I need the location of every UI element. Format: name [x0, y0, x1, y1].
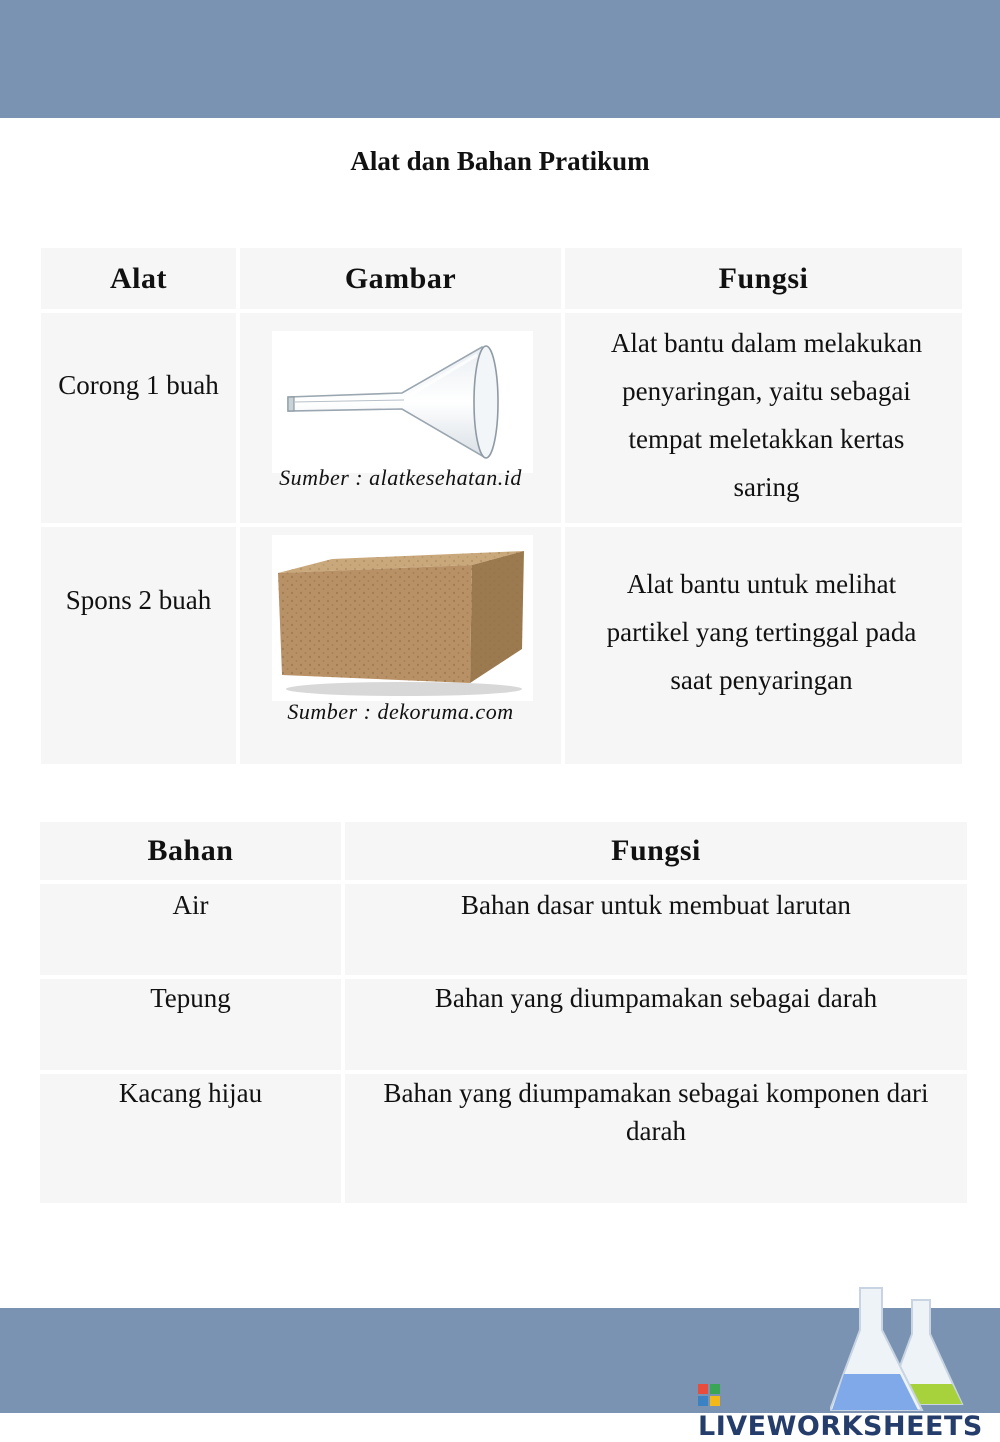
header-gambar: Gambar [240, 248, 561, 309]
table-row-tepung [40, 979, 341, 1070]
table-row-air [40, 884, 341, 975]
alat-name: Corong 1 buah [58, 370, 219, 400]
sponge-icon [272, 535, 533, 701]
bahan-name: Kacang hijau [118, 1078, 263, 1108]
image-source-caption: Sumber : dekoruma.com [287, 699, 514, 724]
header-bahan: Bahan [40, 822, 341, 880]
gambar-cell-spons [240, 527, 561, 764]
bahan-name: Air [172, 890, 209, 920]
fungsi-line: penyaringan, yaitu sebagai [622, 376, 911, 406]
fungsi-line: tempat meletakkan kertas [628, 424, 905, 454]
fungsi-line: Bahan yang diumpamakan sebagai komponen dari [383, 1078, 929, 1108]
glass-funnel-icon [272, 331, 533, 473]
bahan-table [40, 822, 967, 1203]
page-title: Alat dan Bahan Pratikum [350, 146, 650, 176]
image-source-caption: Sumber : alatkesehatan.id [279, 465, 522, 490]
liveworksheets-logo: LIVEWORKSHEETS [698, 1380, 1000, 1442]
fungsi-cell-spons [565, 527, 962, 764]
fungsi-line: Bahan dasar untuk membuat larutan [461, 890, 851, 920]
table-row-kacang-hijau [40, 1074, 341, 1203]
funnel-image [272, 331, 533, 473]
header-fungsi: Fungsi [345, 822, 967, 880]
fungsi-line: Alat bantu untuk melihat [626, 569, 897, 599]
fungsi-line: partikel yang tertinggal pada [606, 617, 917, 647]
fungsi-cell-kacang-hijau [345, 1074, 967, 1203]
top-banner [0, 0, 1000, 118]
fungsi-cell-tepung [345, 979, 967, 1070]
fungsi-line: saat penyaringan [670, 665, 853, 695]
table-row-spons [41, 527, 236, 764]
fungsi-line: darah [626, 1116, 686, 1146]
fungsi-line: saring [733, 472, 800, 502]
bahan-name: Tepung [150, 983, 231, 1013]
fungsi-cell-corong [565, 313, 962, 523]
liveworksheets-badge-icon [698, 1384, 720, 1406]
header-alat: Alat [41, 248, 236, 309]
table-row-corong [41, 313, 236, 523]
fungsi-line: Alat bantu dalam melakukan [610, 328, 923, 358]
alat-table [41, 248, 962, 764]
gambar-cell-corong [240, 313, 561, 523]
header-fungsi: Fungsi [565, 248, 962, 309]
sponge-image [272, 535, 533, 701]
fungsi-line: Bahan yang diumpamakan sebagai darah [434, 983, 878, 1013]
alat-name: Spons 2 buah [65, 585, 212, 615]
fungsi-cell-air [345, 884, 967, 975]
